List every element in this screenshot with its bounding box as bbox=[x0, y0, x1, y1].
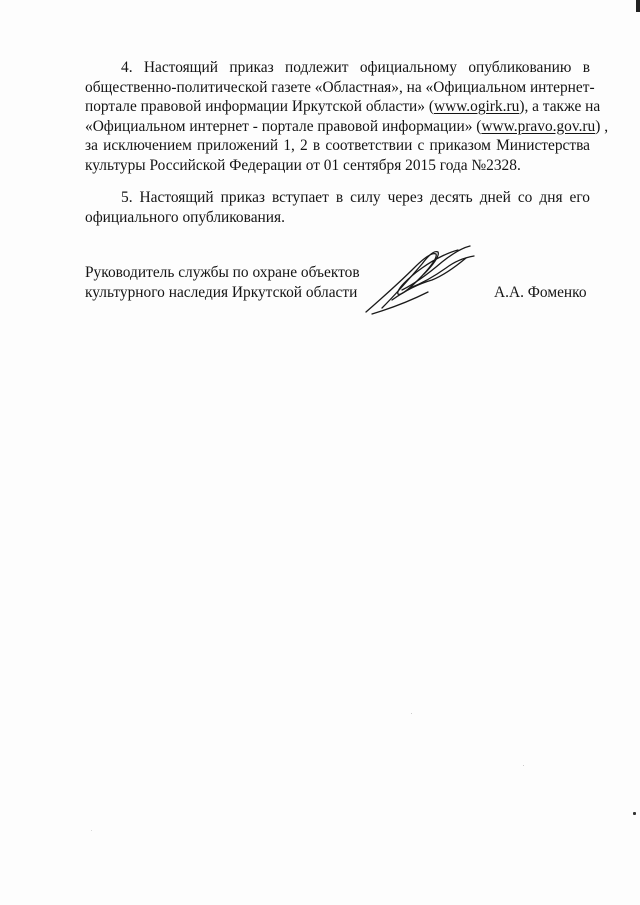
signatory-name: А.А. Фоменко bbox=[494, 284, 587, 301]
paragraph-4-line-3-text-b: ), а также на bbox=[519, 98, 601, 115]
scan-speck bbox=[633, 812, 636, 815]
paragraph-5-line-2: официального опубликования. bbox=[85, 208, 285, 226]
signatory-position-line-1: Руководитель службы по охране объектов bbox=[85, 264, 360, 281]
paragraph-4-line-4-text-a: «Официальном интернет - портале правовой информации» ( bbox=[85, 117, 482, 135]
signatory-position-line-2: культурного наследия Иркутской области bbox=[85, 284, 358, 301]
paragraph-4-line-6: культуры Российской Федерации от 01 сентября 2015 года №2328. bbox=[85, 156, 521, 174]
paragraph-4-line-3 bbox=[85, 97, 601, 117]
pravo-link[interactable]: www.pravo.gov.ru bbox=[481, 117, 596, 135]
paragraph-4-line-2: общественно-политической газете «Областная», на «Официальном интернет- bbox=[85, 78, 595, 96]
scan-corner-mark bbox=[636, 0, 640, 12]
paragraph-4-line-4 bbox=[85, 117, 609, 137]
paragraph-5 bbox=[85, 188, 590, 227]
paragraph-4-line-1: 4. Настоящий приказ подлежит официальному опубликованию в bbox=[121, 59, 590, 76]
paragraph-4-line-3-text-a: портале правовой информации Иркутской области» ( bbox=[85, 98, 434, 115]
paragraph-4-line-4-text-b: ) , bbox=[595, 117, 609, 135]
scan-speck bbox=[523, 765, 524, 766]
signatory-position bbox=[85, 263, 360, 303]
scan-speck bbox=[91, 830, 92, 831]
scan-speck bbox=[411, 713, 412, 714]
paragraph-4 bbox=[85, 58, 609, 175]
handwritten-signature bbox=[362, 238, 482, 316]
paragraph-4-line-5: за исключением приложений 1, 2 в соответствии с приказом Министерства bbox=[85, 137, 590, 154]
ogirk-link[interactable]: www.ogirk.ru bbox=[433, 98, 520, 115]
paragraph-5-line-1: 5. Настоящий приказ вступает в силу через десять дней со дня его bbox=[121, 189, 590, 206]
